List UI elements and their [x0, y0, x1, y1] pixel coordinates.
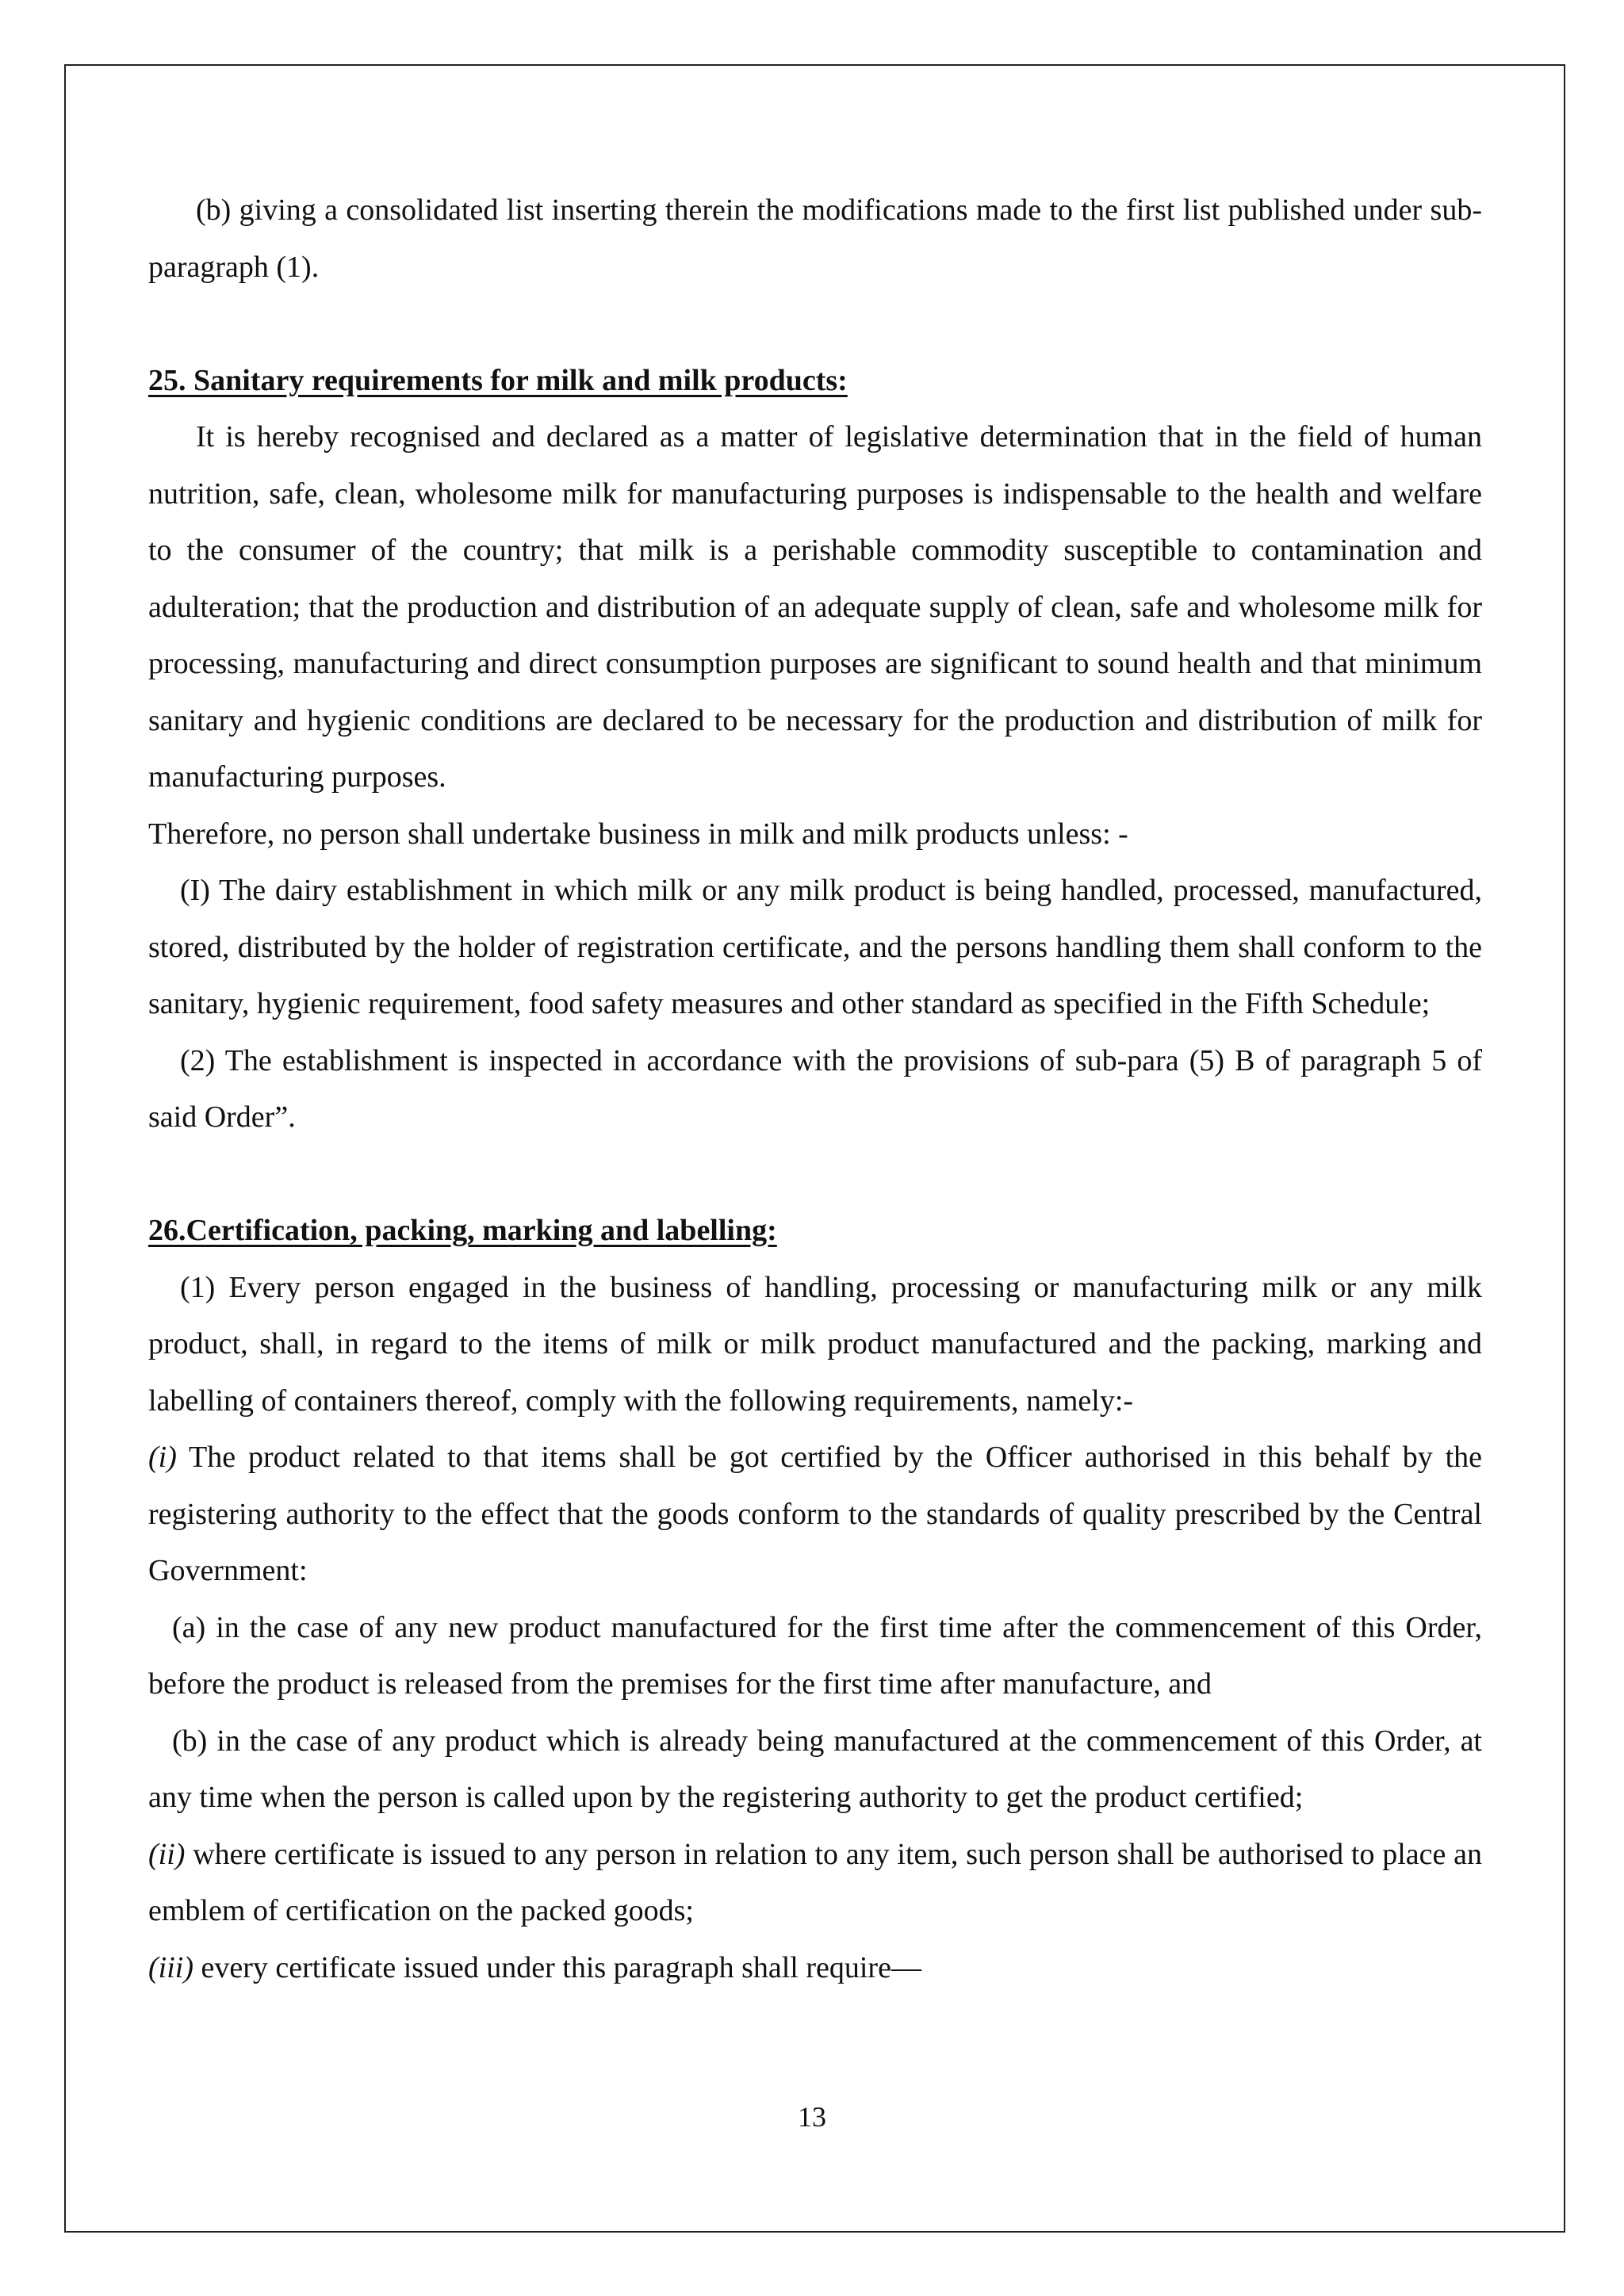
section-26-clause-ii [148, 1827, 1482, 1940]
clause-iii-label: (iii) [148, 1950, 193, 1984]
section-26-heading [148, 1203, 1482, 1260]
document-body [148, 182, 1482, 1996]
section-25-intro: It is hereby recognised and declared as a matter of legislative determination that in the field of human nutrition, safe, clean, wholesome milk for manufacturing purposes is indispensable to the health and welfare to the consumer of the country; that milk is a perishable commodity susceptible to contamination and adulteration; that the production and distribution of an adequate supply of clean, safe and wholesome milk for processing, manufacturing and direct consumption purposes are significant to sound health and that minimum sanitary and hygienic conditions are declared to be necessary for the production and distribution of milk for manufacturing purposes. [148, 420, 1482, 794]
paragraph-consolidated-list: (b) giving a consolidated list inserting therein the modifications made to the first list published under sub-paragraph (1). [148, 193, 1482, 284]
clause-i-label: (i) [148, 1441, 177, 1474]
section-25-item-2: (2) The establishment is inspected in accordance with the provisions of sub-para (5) B of paragraph 5 of said Order”. [148, 1043, 1482, 1134]
clause-ii-label: (ii) [148, 1837, 186, 1871]
clause-ii-text: where certificate is issued to any person in relation to any item, such person shall be authorised to place an emblem of certification on the packed goods; [148, 1837, 1482, 1927]
section-25-item-1: (I) The dairy establishment in which milk or any milk product is being handled, processed, manufactured, stored, distributed by the holder of registration certificate, and the persons handling them shall conform to the sanitary, hygienic requirement, food safety measures and other standard as specified in the Fifth Schedule; [148, 874, 1482, 1020]
spacer [148, 296, 1482, 353]
section-26-clause-1: (1) Every person engaged in the business of handling, processing or manufacturing milk or any milk product, shall, in regard to the items of milk or milk product manufactured and the packing, marking and labelling of containers thereof, comply with the following requirements, namely:- [148, 1270, 1482, 1418]
section-26-subclause-a: (a) in the case of any new product manufactured for the first time after the commencement of this Order, before the product is released from the premises for the first time after manufacture, and [148, 1610, 1482, 1701]
section-25-heading [148, 353, 1482, 410]
section-25-heading-text: 25. Sanitary requirements for milk and milk products: [148, 363, 848, 397]
clause-i-text: The product related to that items shall be got certified by the Officer authorised in this behalf by the registering authority to the effect that the goods conform to the standards of quality prescribed by the Central Government: [148, 1441, 1482, 1587]
section-26-clause-i [148, 1429, 1482, 1600]
section-26-subclause-b: (b) in the case of any product which is already being manufactured at the commencement of this Order, at any time when the person is called upon by the registering authority to get the product certified; [148, 1724, 1482, 1814]
section-26-heading-text: 26.Certification, packing, marking and labelling: [148, 1214, 777, 1247]
section-26-clause-iii [148, 1940, 1482, 1997]
spacer [148, 1146, 1482, 1203]
page-number: 13 [798, 2101, 826, 2133]
section-25-therefore: Therefore, no person shall undertake business in milk and milk products unless: - [148, 817, 1128, 851]
clause-iii-text: every certificate issued under this paragraph shall require— [193, 1950, 921, 1984]
